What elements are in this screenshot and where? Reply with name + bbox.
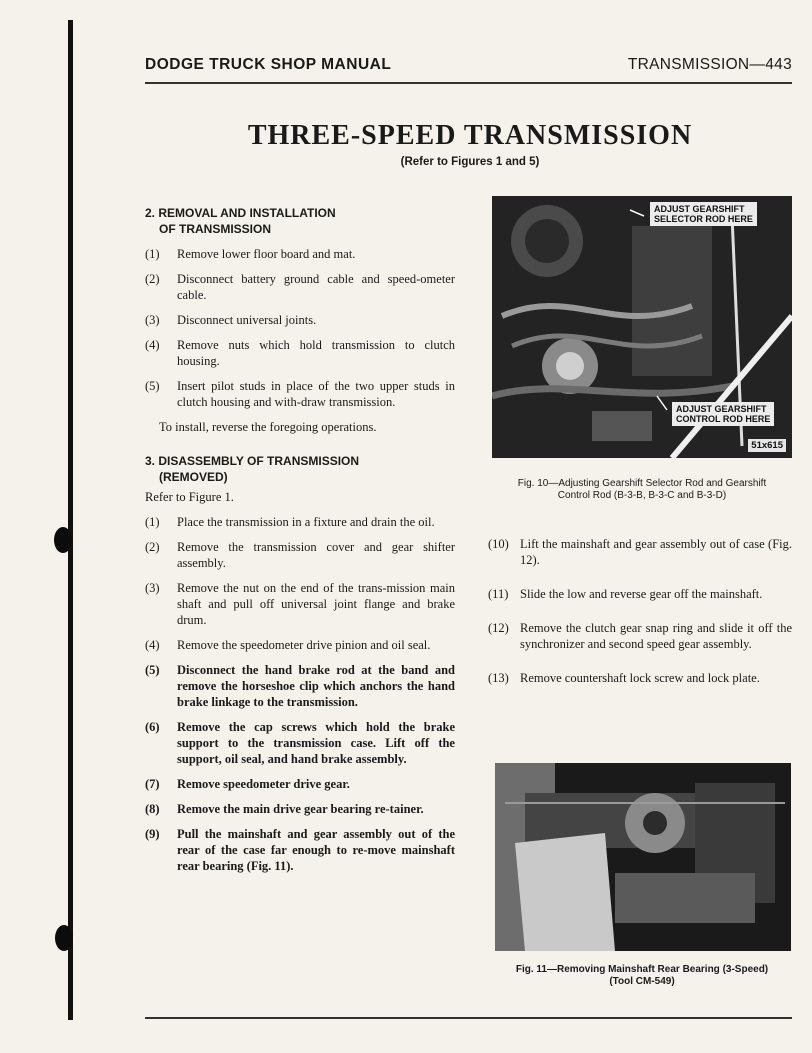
step-text: Place the transmission in a fixture and drain the oil. [177,515,435,529]
right-column [488,536,792,686]
step-number: (12) [488,621,509,635]
section-heading-line: (REMOVED) [159,470,228,484]
figure-reference: Refer to Figure 1. [145,490,234,504]
step-text: Disconnect the hand brake rod at the band and remove the horseshoe clip which anchors the hand brake linkage to the transmission. [177,663,455,709]
figure-code: 51x615 [748,439,786,452]
footer-rule [145,1017,792,1019]
callout-selector-rod [650,202,757,226]
left-column [145,205,455,874]
step-number: (7) [145,777,160,791]
list-item [145,246,455,262]
list-item [145,719,455,767]
step-number: (13) [488,671,509,685]
page-subtitle: (Refer to Figures 1 and 5) [400,156,540,168]
step-text: Remove speedometer drive gear. [177,777,350,791]
list-item [488,670,792,686]
step-number: (10) [488,537,509,551]
step-text: Remove the speedometer drive pinion and oil seal. [177,638,431,652]
list-item [145,801,455,817]
list-item [488,536,792,568]
list-item [145,637,455,653]
step-number: (6) [145,720,160,734]
step-number: (1) [145,515,160,529]
step-text: Remove countershaft lock screw and lock plate. [520,671,760,685]
list-item [145,580,455,628]
step-text: Remove the clutch gear snap ring and slide it off the synchronizer and second speed gear assembly. [520,621,792,651]
closing-note: To install, reverse the foregoing operations. [159,420,377,434]
punch-hole [54,527,72,553]
step-text: Remove the main drive gear bearing re-tainer. [177,802,424,816]
list-item [145,337,455,369]
section-heading [145,453,455,485]
step-number: (4) [145,638,160,652]
figure-11-photo [495,763,791,951]
step-number: (2) [145,272,160,286]
section-heading [145,205,455,237]
bearing-removal-illustration [495,763,791,951]
section-heading-line: 3. DISASSEMBLY OF TRANSMISSION [145,454,360,468]
step-text: Remove the nut on the end of the trans-mission main shaft and pull off universal joint flange and brake drum. [177,581,455,627]
step-text: Remove lower floor board and mat. [177,247,356,261]
step-text: Disconnect battery ground cable and speed-ometer cable. [177,272,455,302]
step-text: Pull the mainshaft and gear assembly out of the rear of the case far enough to re-move mainshaft rear bearing (Fig. 11). [177,827,455,873]
step-text: Insert pilot studs in place of the two upper studs in clutch housing and with-draw transmission. [177,379,455,409]
step-number: (11) [488,587,509,601]
figure-11-caption [490,964,794,988]
callout-line: SELECTOR ROD HERE [654,214,753,224]
section-heading-line: 2. REMOVAL AND INSTALLATION [145,206,336,220]
list-item [145,378,455,410]
step-number: (3) [145,313,160,327]
step-text: Lift the mainshaft and gear assembly out of case (Fig. 12). [520,537,792,567]
binding-line [68,20,73,1020]
callout-line: ADJUST GEARSHIFT [654,204,745,214]
step-number: (8) [145,802,160,816]
callout-control-rod [672,402,774,426]
list-item [145,271,455,303]
manual-title: DODGE TRUCK SHOP MANUAL [145,56,392,73]
caption-line: Fig. 10—Adjusting Gearshift Selector Rod and Gearshift [517,478,767,489]
running-header [145,56,792,82]
page-title: THREE-SPEED TRANSMISSION [247,120,693,151]
step-number: (5) [145,663,160,677]
step-number: (9) [145,827,160,841]
list-item [145,312,455,328]
step-text: Remove nuts which hold transmission to clutch housing. [177,338,455,368]
figure-10-caption [486,478,798,502]
step-number: (3) [145,581,160,595]
step-number: (2) [145,540,160,554]
header-rule [145,82,792,84]
list-item [488,586,792,602]
step-text: Remove the cap screws which hold the brake support to the transmission case. Lift off the support, oil seal, and hand brake assembly. [177,720,455,766]
step-text: Remove the transmission cover and gear shifter assembly. [177,540,455,570]
caption-line: Control Rod (B-3-B, B-3-C and B-3-D) [557,490,727,501]
step-text: Slide the low and reverse gear off the mainshaft. [520,587,763,601]
section-heading-line: OF TRANSMISSION [159,222,272,236]
list-item [145,514,455,530]
section-page-number: TRANSMISSION—443 [627,56,792,73]
step-number: (5) [145,379,160,393]
callout-line: CONTROL ROD HERE [676,414,771,424]
list-item [145,539,455,571]
list-item [145,662,455,710]
callout-line: ADJUST GEARSHIFT [676,404,767,414]
list-item [145,826,455,874]
step-number: (1) [145,247,160,261]
caption-line: (Tool CM-549) [609,976,675,987]
figure-10-photo [492,196,792,458]
step-text: Disconnect universal joints. [177,313,317,327]
punch-hole [55,925,73,951]
list-item [488,620,792,652]
caption-line: Fig. 11—Removing Mainshaft Rear Bearing (3-Speed) [515,964,769,975]
step-number: (4) [145,338,160,352]
list-item [145,776,455,792]
